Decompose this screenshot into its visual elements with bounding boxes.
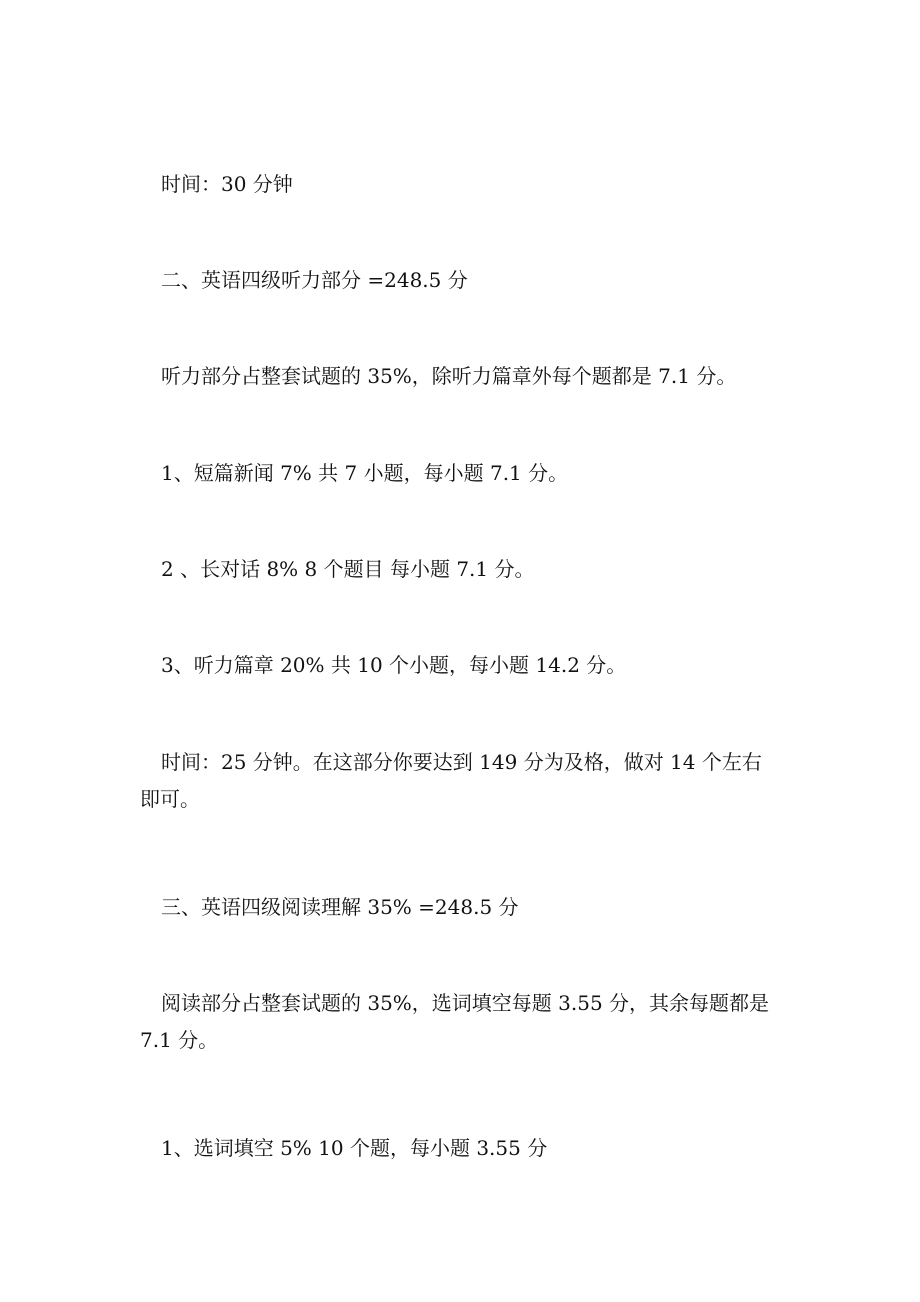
paragraph-time-30: 时间：30 分钟 bbox=[161, 172, 293, 196]
paragraph-listening-intro: 听力部分占整套试题的 35%，除听力篇章外每个题都是 7.1 分。 bbox=[161, 364, 737, 388]
heading-listening-section: 二、英语四级听力部分 =248.5 分 bbox=[161, 268, 468, 292]
heading-reading-section: 三、英语四级阅读理解 35% =248.5 分 bbox=[161, 895, 519, 919]
item-listening-passages: 3、听力篇章 20% 共 10 个小题，每小题 14.2 分。 bbox=[161, 653, 627, 677]
item-long-dialogue: 2 、长对话 8% 8 个题目 每小题 7.1 分。 bbox=[161, 557, 535, 581]
paragraph-time-25: 时间：25 分钟。在这部分你要达到 149 分为及格，做对 14 个左右即可。 bbox=[140, 750, 762, 811]
paragraph-reading-intro: 阅读部分占整套试题的 35%，选词填空每题 3.55 分，其余每题都是 7.1 分。 bbox=[140, 991, 770, 1052]
item-word-choice: 1、选词填空 5% 10 个题，每小题 3.55 分 bbox=[161, 1136, 548, 1160]
item-short-news: 1、短篇新闻 7% 共 7 小题，每小题 7.1 分。 bbox=[161, 461, 569, 485]
